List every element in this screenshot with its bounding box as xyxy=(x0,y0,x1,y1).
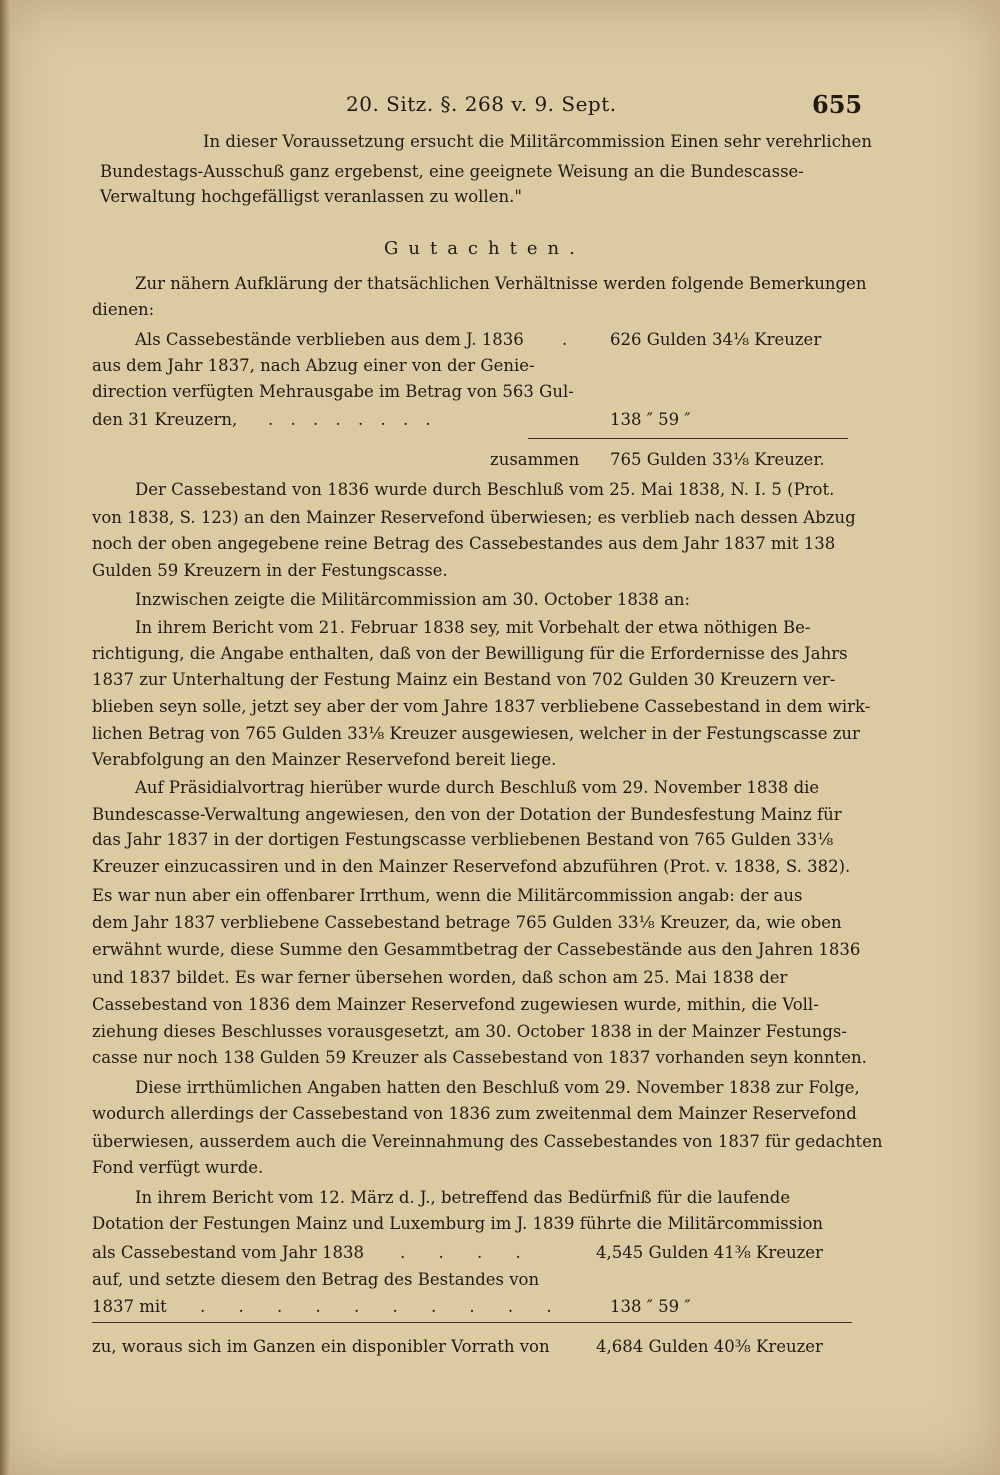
text-line: Verwaltung hochgefälligst veranlassen zu wollen." xyxy=(100,187,522,206)
running-header: 20. Sitz. §. 268 v. 9. Sept. xyxy=(346,92,617,116)
text-line: Bundestags-Ausschuß ganz ergebenst, eine geeignete Weisung an die Bundescasse- xyxy=(100,162,804,181)
text-line: Auf Präsidialvortrag hierüber wurde durch Beschluß vom 29. November 1838 die xyxy=(135,778,820,797)
text-line: erwähnt wurde, diese Summe den Gesammtbetrag der Cassebestände aus den Jahren 1836 xyxy=(92,940,861,959)
sum-rule xyxy=(528,438,848,439)
text-line: dienen: xyxy=(92,300,155,319)
text-line: 1837 zur Unterhaltung der Festung Mainz ein Bestand von 702 Gulden 30 Kreuzern ver- xyxy=(92,670,836,689)
text-line: zu, woraus sich im Ganzen ein disponibler Vorrath von xyxy=(92,1337,550,1356)
text-line: überwiesen, ausserdem auch die Vereinnahmung des Cassebestandes von 1837 für gedachten xyxy=(92,1132,883,1151)
text-line: casse nur noch 138 Gulden 59 Kreuzer als Cassebestand von 1837 vorhanden seyn konnten. xyxy=(92,1048,867,1067)
text-line: Als Cassebestände verblieben aus dem J. 1836 xyxy=(135,330,524,349)
leader-dot: . xyxy=(562,330,568,349)
amount: 138 ″ 59 ″ xyxy=(610,1297,691,1316)
text-line: Fond verfügt wurde. xyxy=(92,1158,264,1177)
text-line: noch der oben angegebene reine Betrag des Cassebestandes aus dem Jahr 1837 mit 138 xyxy=(92,534,836,553)
text-line: In dieser Voraussetzung ersucht die Militärcommission Einen sehr verehrlichen xyxy=(203,132,872,151)
text-line: Gulden 59 Kreuzern in der Festungscasse. xyxy=(92,561,448,580)
text-line: In ihrem Bericht vom 12. März d. J., betreffend das Bedürfniß für die laufende xyxy=(135,1188,791,1207)
text-line: wodurch allerdings der Cassebestand von 1836 zum zweitenmal dem Mainzer Reservefond xyxy=(92,1104,857,1123)
text-line: den 31 Kreuzern, xyxy=(92,410,238,429)
text-line: Dotation der Festungen Mainz und Luxemburg im J. 1839 führte die Militärcommission xyxy=(92,1214,824,1233)
text-line: direction verfügten Mehrausgabe im Betrag von 563 Gul- xyxy=(92,382,574,401)
text-line: lichen Betrag von 765 Gulden 33⅛ Kreuzer ausgewiesen, welcher in der Festungscasse zur xyxy=(92,724,860,743)
text-line: Zur nähern Aufklärung der thatsächlichen Verhältnisse werden folgende Bemerkungen xyxy=(135,274,867,293)
text-line: als Cassebestand vom Jahr 1838 xyxy=(92,1243,365,1262)
text-line: In ihrem Bericht vom 21. Februar 1838 sey, mit Vorbehalt der etwa nöthigen Be- xyxy=(135,618,811,637)
text-line: von 1838, S. 123) an den Mainzer Reservefond überwiesen; es verblieb nach dessen Abzug xyxy=(92,508,856,527)
text-line: das Jahr 1837 in der dortigen Festungscasse verbliebenen Bestand von 765 Gulden 33⅛ xyxy=(92,830,834,849)
text-line: blieben seyn solle, jetzt sey aber der vom Jahre 1837 verbliebene Cassebestand in dem wirk- xyxy=(92,697,871,716)
text-line: und 1837 bildet. Es war ferner übersehen worden, daß schon am 25. Mai 1838 der xyxy=(92,968,788,987)
page-number: 655 xyxy=(812,90,863,119)
text-line: richtigung, die Angabe enthalten, daß von der Bewilligung für die Erfordernisse des Jahrs xyxy=(92,644,848,663)
sum-rule xyxy=(92,1322,852,1323)
leader-dots: . . . . xyxy=(400,1243,535,1262)
text-line: Kreuzer einzucassiren und in den Mainzer Reservefond abzuführen (Prot. v. 1838, S. 382). xyxy=(92,857,851,876)
amount: 138 ″ 59 ″ xyxy=(610,410,691,429)
amount: 626 Gulden 34⅛ Kreuzer xyxy=(610,330,822,349)
text-line: Diese irrthümlichen Angaben hatten den Beschluß vom 29. November 1838 zur Folge, xyxy=(135,1078,860,1097)
text-line: aus dem Jahr 1837, nach Abzug einer von der Genie- xyxy=(92,356,535,375)
text-line: Verabfolgung an den Mainzer Reservefond bereit liege. xyxy=(92,750,557,769)
text-line: Bundescasse-Verwaltung angewiesen, den von der Dotation der Bundesfestung Mainz für xyxy=(92,805,842,824)
section-title: Gutachten. xyxy=(384,238,585,259)
text-line: 1837 mit xyxy=(92,1297,167,1316)
amount: 4,545 Gulden 41⅜ Kreuzer xyxy=(596,1243,823,1262)
text-line: Der Cassebestand von 1836 wurde durch Beschluß vom 25. Mai 1838, N. I. 5 (Prot. xyxy=(135,480,835,499)
text-line: zusammen xyxy=(490,450,580,469)
page-binding-edge xyxy=(0,0,10,1475)
text-line: dem Jahr 1837 verbliebene Cassebestand betrage 765 Gulden 33⅛ Kreuzer, da, wie oben xyxy=(92,913,842,932)
text-line: Cassebestand von 1836 dem Mainzer Reservefond zugewiesen wurde, mithin, die Voll- xyxy=(92,995,819,1014)
leader-dots: . . . . . . . . . . xyxy=(200,1297,566,1316)
text-line: ziehung dieses Beschlusses vorausgesetzt, am 30. October 1838 in der Mainzer Festungs- xyxy=(92,1022,847,1041)
amount-total: 765 Gulden 33⅛ Kreuzer. xyxy=(610,450,825,469)
text-line: Es war nun aber ein offenbarer Irrthum, wenn die Militärcommission angab: der aus xyxy=(92,886,803,905)
text-line: Inzwischen zeigte die Militärcommission am 30. October 1838 an: xyxy=(135,590,691,609)
text-line: auf, und setzte diesem den Betrag des Bestandes von xyxy=(92,1270,540,1289)
amount-total: 4,684 Gulden 40⅜ Kreuzer xyxy=(596,1337,823,1356)
leader-dots: . . . . . . . . xyxy=(268,410,437,429)
